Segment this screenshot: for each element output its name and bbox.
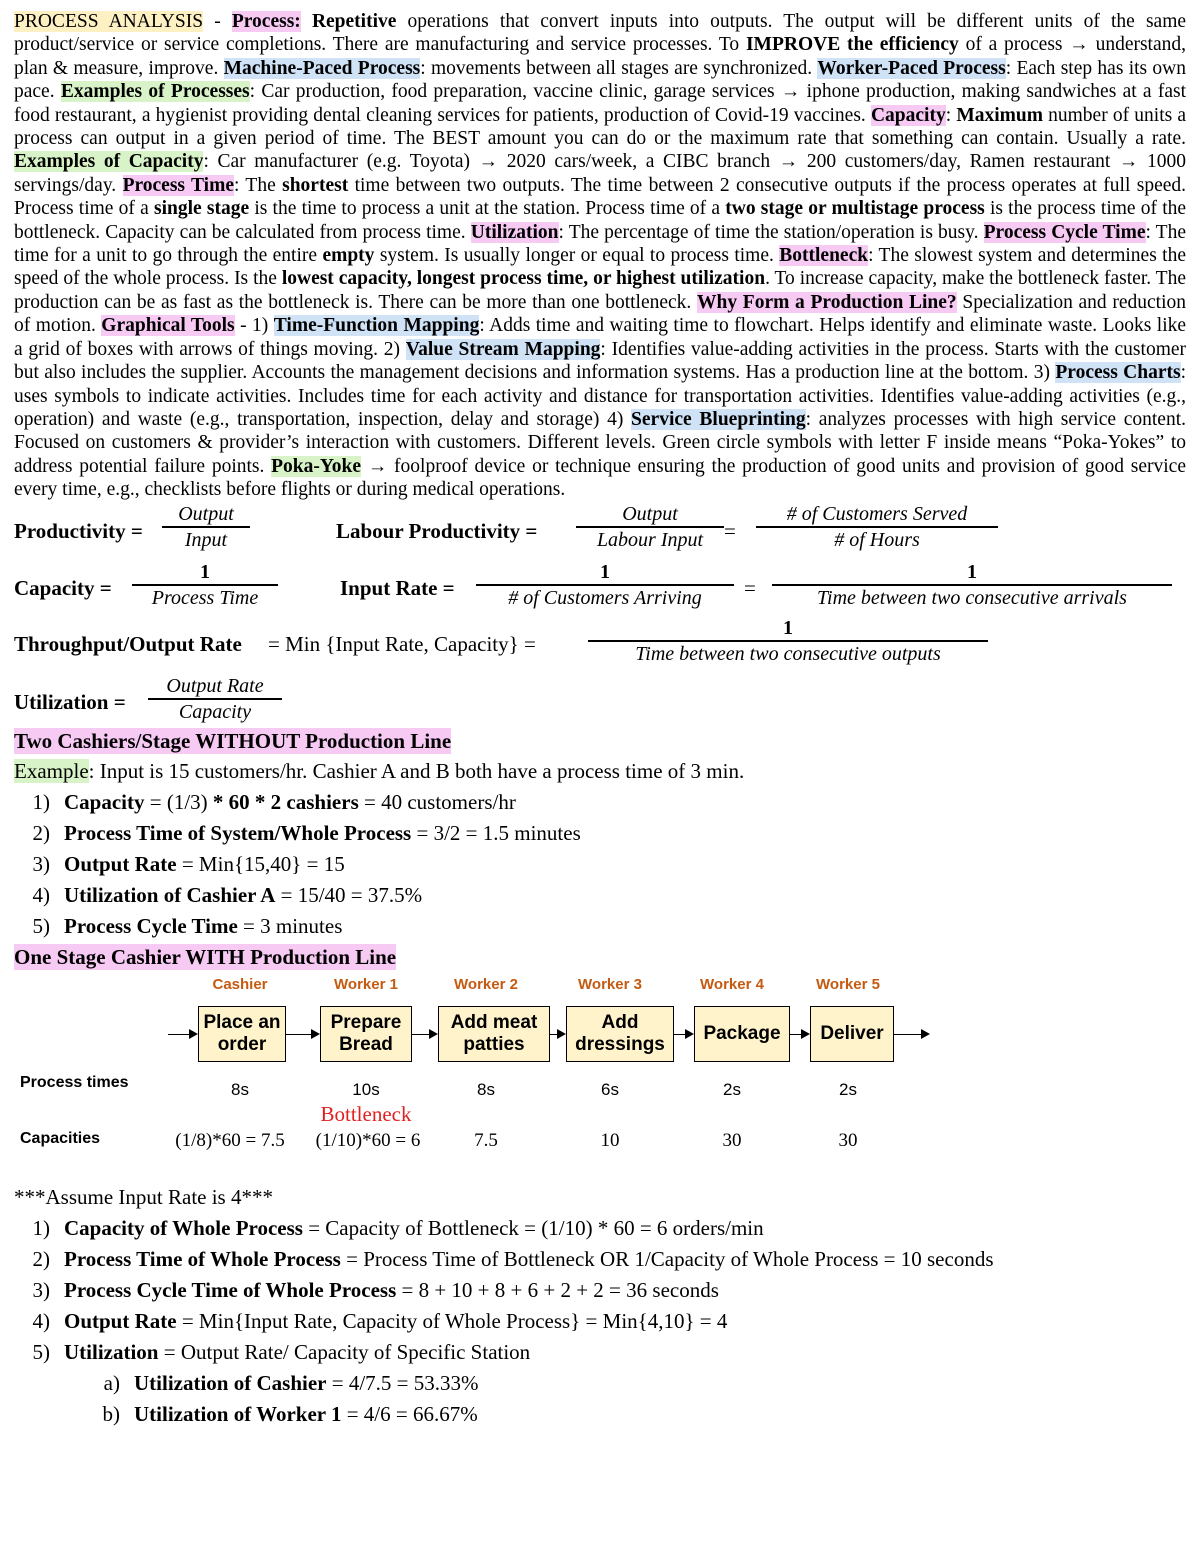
throughput-expression: = Min {Input Rate, Capacity} = — [268, 631, 536, 656]
sub-list-item: a) Utilization of Cashier = 4/7.5 = 53.33% — [103, 1370, 479, 1395]
capacity-value: 30 — [838, 1129, 858, 1151]
production-line-diagram — [14, 972, 1186, 1182]
worker-role-label: Worker 1 — [334, 975, 398, 993]
worker-role-label: Worker 2 — [454, 975, 518, 993]
worker-role-label: Worker 4 — [700, 975, 764, 993]
capacity-value: 10 — [600, 1129, 620, 1151]
capacity-value: (1/8)*60 = 7.5 — [175, 1129, 285, 1151]
process-time-value: 6s — [601, 1079, 619, 1099]
flow-arrow-icon — [286, 1034, 318, 1035]
process-time-value: 10s — [352, 1079, 380, 1099]
labour-fraction-2: # of Customers Served # of Hours — [756, 502, 998, 552]
list-item: 5) Utilization = Output Rate/ Capacity of Specific Station — [32, 1339, 531, 1364]
list-item: 2) Process Time of System/Whole Process = 3/2 = 1.5 minutes — [32, 820, 581, 845]
term-worker-paced: Worker-Paced Process — [817, 57, 1006, 79]
section-heading-production-line: One Stage Cashier WITH Production Line — [14, 944, 397, 969]
labour-fraction-1: Output Labour Input — [576, 502, 724, 552]
list-item: 5) Process Cycle Time = 3 minutes — [32, 913, 343, 938]
example-line: Example: Input is 15 customers/hr. Cashier A and B both have a process time of 3 min. — [14, 758, 745, 783]
formula-row-capacity: Capacity = 1 Process Time Input Rate = 1 # of Customers Arriving = 1 Time between two consecutive arrivals — [14, 560, 1186, 616]
term-machine-paced: Machine-Paced Process — [223, 57, 421, 79]
term-graphical-tools: Graphical Tools — [101, 315, 235, 337]
utilization-fraction: Output Rate Capacity — [148, 674, 282, 724]
formula-row-utilization — [14, 674, 1186, 728]
term-value-stream-mapping: Value Stream Mapping — [405, 338, 601, 360]
two-cashiers-list — [14, 787, 1186, 942]
section-heading-two-cashiers: Two Cashiers/Stage WITHOUT Production Line — [14, 728, 452, 753]
productivity-label: Productivity = — [14, 518, 143, 543]
list-item: 3) Process Cycle Time of Whole Process = 8 + 10 + 8 + 6 + 2 + 2 = 36 seconds — [32, 1277, 719, 1302]
process-step-box: Add dressings — [566, 1006, 674, 1062]
process-step-box: Place an order — [198, 1006, 286, 1062]
list-item: 1) Capacity = (1/3) * 60 * 2 cashiers = 40 customers/hr — [32, 789, 516, 814]
formula-row-productivity: Productivity = Output Input Labour Productivity = Output Labour Input = # of Customers Served # of Hours — [14, 502, 1186, 560]
flow-arrow-icon — [168, 1034, 196, 1035]
process-step-box: Deliver — [810, 1006, 894, 1062]
input-rate-fraction-2: 1 Time between two consecutive arrivals — [772, 560, 1172, 610]
input-rate-label: Input Rate = — [340, 575, 455, 600]
process-times-label: Process times — [20, 1073, 129, 1091]
flow-arrow-icon — [550, 1034, 564, 1035]
flow-arrow-icon — [412, 1034, 436, 1035]
formula-row-throughput — [14, 616, 1186, 674]
term-process-time: Process Time — [122, 174, 234, 196]
doc-title: PROCESS ANALYSIS — [14, 11, 204, 32]
utilization-sublist — [14, 1368, 1186, 1430]
term-poka-yoke: Poka-Yoke — [271, 455, 362, 477]
term-bottleneck: Bottleneck — [779, 245, 869, 267]
term-examples-capacity: Examples of Capacity — [14, 151, 204, 173]
flow-arrow-icon — [674, 1034, 692, 1035]
process-step-box: Package — [694, 1006, 790, 1062]
term-capacity: Capacity — [870, 104, 946, 126]
process-time-value: 8s — [231, 1079, 249, 1099]
process-step-box: Prepare Bread — [320, 1006, 412, 1062]
sub-list-item: b) Utilization of Worker 1 = 4/6 = 66.67% — [102, 1401, 478, 1426]
flow-arrow-icon — [790, 1034, 808, 1035]
bottleneck-label: Bottleneck — [320, 1101, 412, 1126]
capacity-formula-label: Capacity = — [14, 575, 112, 600]
term-time-function-mapping: Time-Function Mapping — [273, 315, 480, 337]
flow-arrow-icon — [894, 1034, 928, 1035]
worker-role-label: Worker 5 — [816, 975, 880, 993]
input-rate-fraction-1: 1 # of Customers Arriving — [476, 560, 734, 610]
labour-productivity-label: Labour Productivity = — [336, 518, 538, 543]
list-item: 4) Output Rate = Min{Input Rate, Capacity of Whole Process} = Min{4,10} = 4 — [32, 1308, 728, 1333]
list-item: 2) Process Time of Whole Process = Process Time of Bottleneck OR 1/Capacity of Whole Process = 10 seconds — [32, 1246, 994, 1271]
list-item: 3) Output Rate = Min{15,40} = 15 — [32, 851, 345, 876]
list-item: 1) Capacity of Whole Process = Capacity of Bottleneck = (1/10) * 60 = 6 orders/min — [32, 1215, 764, 1240]
term-process-charts: Process Charts — [1055, 362, 1181, 384]
document-page — [14, 10, 1186, 1430]
throughput-fraction: 1 Time between two consecutive outputs — [588, 616, 988, 666]
term-utilization: Utilization — [470, 221, 559, 243]
process-time-value: 2s — [839, 1079, 857, 1099]
process-step-box: Add meat patties — [438, 1006, 550, 1062]
capacity-value: 7.5 — [474, 1129, 498, 1151]
list-item: 4) Utilization of Cashier A = 15/40 = 37.5% — [32, 882, 423, 907]
term-process: Process: — [231, 11, 301, 32]
assume-input-rate: ***Assume Input Rate is 4*** — [14, 1184, 273, 1209]
capacity-fraction: 1 Process Time — [132, 560, 278, 610]
throughput-label: Throughput/Output Rate — [14, 631, 242, 656]
worker-role-label: Worker 3 — [578, 975, 642, 993]
productivity-fraction: Output Input — [162, 502, 250, 552]
utilization-formula-label: Utilization = — [14, 689, 126, 714]
worker-role-label: Cashier — [212, 975, 268, 993]
process-time-value: 2s — [723, 1079, 741, 1099]
term-service-blueprinting: Service Blueprinting — [631, 408, 806, 430]
term-examples-processes: Examples of Processes — [60, 81, 250, 103]
capacity-value: 30 — [722, 1129, 742, 1151]
production-line-list — [14, 1213, 1186, 1368]
capacities-label: Capacities — [20, 1129, 101, 1147]
term-why-production-line: Why Form a Production Line? — [697, 291, 957, 313]
term-process-cycle-time: Process Cycle Time — [983, 221, 1146, 243]
process-time-value: 8s — [477, 1079, 495, 1099]
capacity-value: (1/10)*60 = 6 — [315, 1129, 421, 1151]
example-label: Example — [14, 758, 89, 783]
intro-paragraph: PROCESS ANALYSIS - Process: Repetitive operations that convert inputs into outputs. The output will be different units of the same product/service or service completions. There are manufacturing and service processes. To IMPROVE the efficiency of a process → understand, plan & measure, improve. Machine-Paced Process: movements between all stages are synchronized. Worker-Paced Process: Each step has its own pace. Examples of Processes: Car production, food preparation, vaccine clinic, garage services → iphone production, making sandwiches at a fast food restaurant, a hygienist providing dental cleaning services for patients, production of Covid-19 vaccines. Capacity: Maximum number of units a process can output in a given period of time. The BEST amount you can do or the maximum rate that something can contain. Usually a rate. Examples of Capacity: Car manufacturer (e.g. Toyota) → 2020 cars/week, a CIBC branch → 200 customers/day, Ramen restaurant → 1000 servings/day. Process Time: The shortest time between two outputs. The time between 2 consecutive outputs if the process operates at full speed. Process time of a single stage is the time to process a unit at the station. Process time of a two stage or multistage process is the process time of the bottleneck. Capacity can be calculated from process time. Utilization: The percentage of time the station/operation is busy. Process Cycle Time: The time for a unit to go through the entire empty system. Is usually longer or equal to process time. Bottleneck: The slowest system and determines the speed of the whole process. Is the lowest capacity, longest process time, or highest utilization. To increase capacity, make the bottleneck faster. The production can be as fast as the bottleneck is. There can be more than one bottleneck. Why Form a Production Line? Specialization and reduction of motion. Graphical Tools - 1) Time-Function Mapping: Adds time and waiting time to flowchart. Helps identify and eliminate waste. Looks like a grid of boxes with arrows of things moving. 2) Value Stream Mapping: Identifies value-adding activities in the process. Starts with the customer but also includes the supplier. Accounts the management decisions and information systems. Has a production line at the bottom. 3) Process Charts: uses symbols to indicate activities. Includes time for each activity and distance for transportation activities. Identifies value-adding activities (e.g., operation) and waste (e.g., transportation, inspection, delay and storage) 4) Service Blueprinting: analyzes processes with high service content. Focused on customers & provider’s interaction with customers. Different levels. Green circle symbols with letter F inside means “Poka-Yokes” to address potential failure points. Poka-Yoke → foolproof device or technique ensuring the production of good units and provision of good service every time, e.g., checklists before flights or during medical operations. — [14, 11, 1187, 501]
